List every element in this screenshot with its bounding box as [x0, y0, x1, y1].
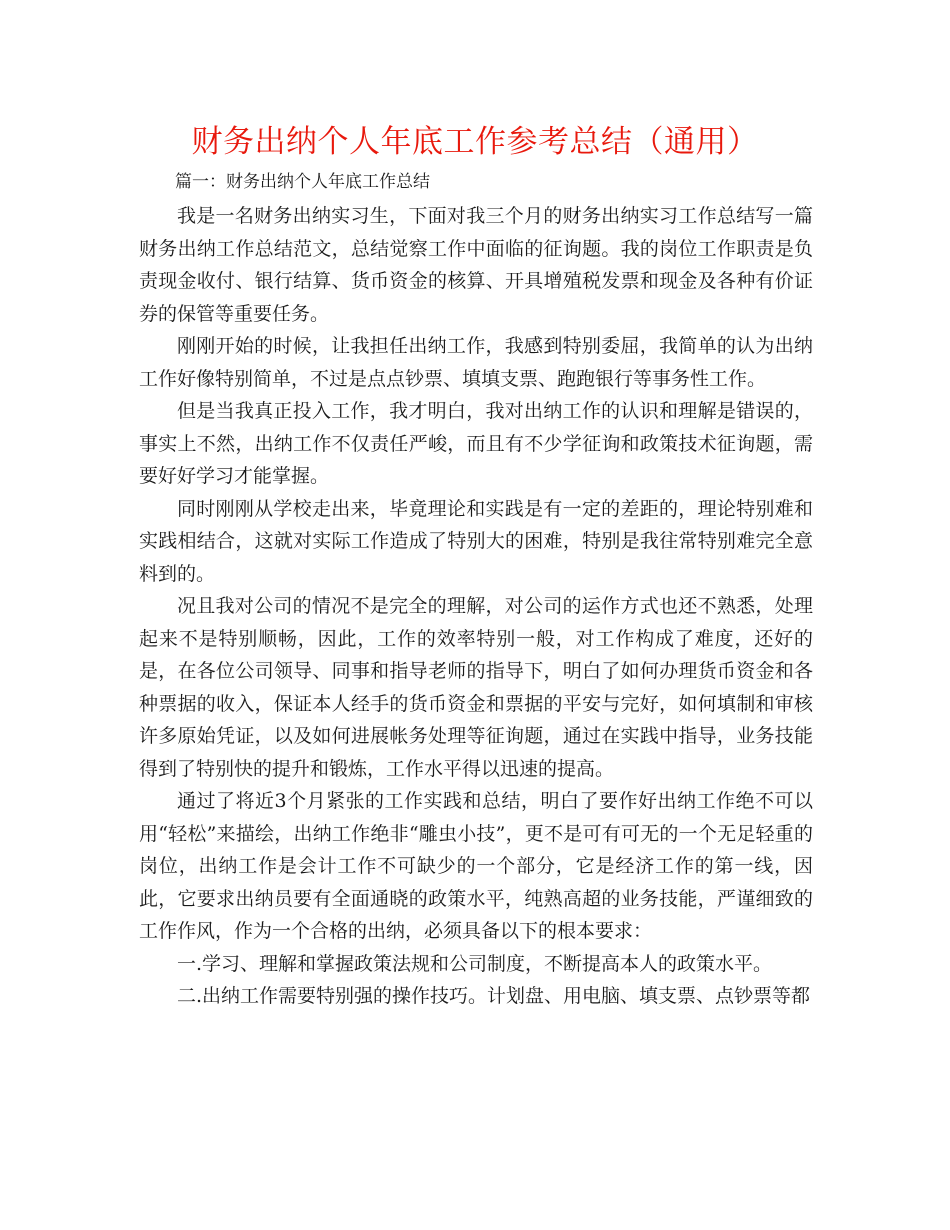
paragraph: 但是当我真正投入工作，我才明白，我对出纳工作的认识和理解是错误的，事实上不然，出纳工作不仅责任严峻，而且有不少学征询和政策技术征询题，需要好好学习才能掌握。	[139, 400, 813, 487]
paragraph: 况且我对公司的情况不是完全的理解，对公司的运作方式也还不熟悉，处理起来不是特别顺畅，因此，工作的效率特别一般，对工作构成了难度，还好的是，在各位公司领导、同事和指导老师的指导下，明白了如何办理货币资金和各种票据的收入，保证本人经手的货币资金和票据的平安与完好，如何填制和审核许多原始凭证，以及如何进展帐务处理等征询题，通过在实践中指导，业务技能得到了特别快的提升和锻炼，工作水平得以迅速的提高。	[139, 595, 813, 780]
document-body	[139, 200, 813, 1013]
document-title: 财务出纳个人年底工作参考总结（通用）	[191, 124, 759, 160]
paragraph: 刚刚开始的时候，让我担任出纳工作，我感到特别委屈，我简单的认为出纳工作好像特别简单，不过是点点钞票、填填支票、跑跑银行等事务性工作。	[139, 335, 813, 390]
paragraph: 我是一名财务出纳实习生，下面对我三个月的财务出纳实习工作总结写一篇财务出纳工作总结范文，总结觉察工作中面临的征询题。我的岗位工作职责是负责现金收付、银行结算、货币资金的核算、开具增殖税发票和现金及各种有价证券的保管等重要任务。	[139, 205, 813, 325]
paragraph: 同时刚刚从学校走出来，毕竟理论和实践是有一定的差距的，理论特别难和实践相结合，这就对实际工作造成了特别大的困难，特别是我往常特别难完全意料到的。	[139, 497, 813, 585]
paragraph: 一.学习、理解和掌握政策法规和公司制度，不断提高本人的政策水平。	[177, 952, 773, 975]
paragraph: 通过了将近3个月紧张的工作实践和总结，明白了要作好出纳工作绝不可以用“轻松”来描绘，出纳工作绝非“雕虫小技”，更不是可有可无的一个无足轻重的岗位，出纳工作是会计工作不可缺少的一个部分，它是经济工作的第一线，因此，它要求出纳员要有全面通晓的政策水平，纯熟高超的业务技能，严谨细致的工作作风，作为一个合格的出纳，必须具备以下的根本要求：	[139, 790, 813, 942]
paragraph: 二.出纳工作需要特别强的操作技巧。计划盘、用电脑、填支票、点钞票等都	[177, 985, 811, 1007]
section-heading: 篇一：财务出纳个人年底工作总结	[175, 172, 430, 192]
